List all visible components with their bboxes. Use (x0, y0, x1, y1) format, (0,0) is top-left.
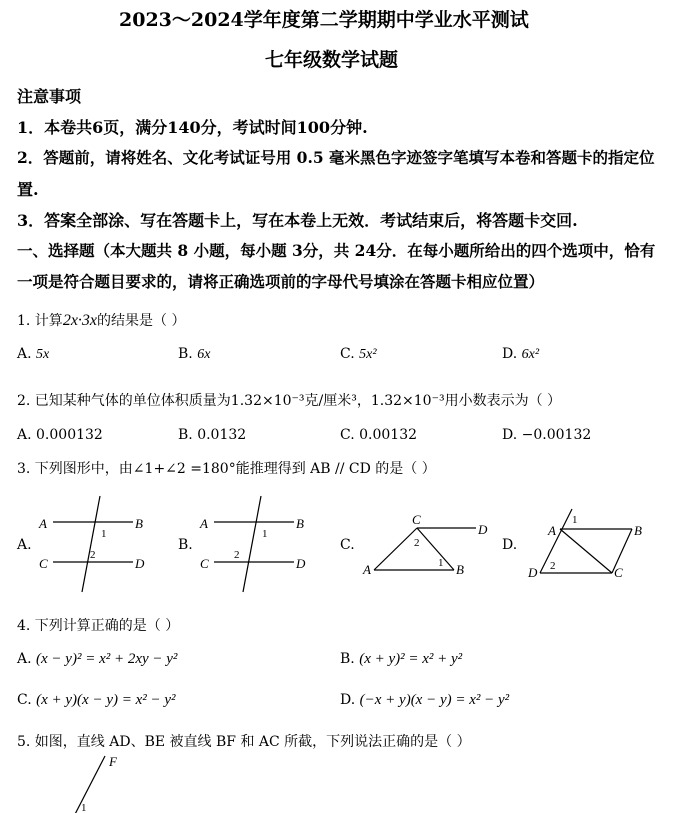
question-3-stem: 3. 下列图形中，由∠1+∠2 =180°能推理得到 AB // CD 的是（ ） (17, 461, 436, 477)
label-b: B (456, 562, 464, 577)
option-label: C. (340, 346, 355, 362)
angle-2: 2 (414, 537, 420, 549)
label-d: D (478, 522, 488, 537)
transversal (82, 496, 100, 592)
q3-option-a-label[interactable]: A. (17, 537, 32, 553)
option-label: D. (502, 346, 518, 362)
option-label: C. (17, 692, 32, 708)
label-f: F (109, 754, 117, 769)
q1-stem-post: 的结果是（ ） (97, 313, 186, 329)
q1-option-c[interactable] (340, 346, 377, 363)
angle-1: 1 (101, 528, 107, 540)
segment-ca (374, 528, 417, 570)
option-label: A. (17, 427, 32, 443)
section-heading-line2: 一项是符合题目要求的，请将正确选项前的字母代号填涂在答题卡相应位置） (17, 272, 545, 291)
label-c: C (412, 512, 421, 527)
label-d: D (135, 556, 145, 571)
option-text: (−x + y)(x − y) = x² − y² (359, 692, 510, 708)
angle-1: 1 (572, 514, 578, 526)
q5-figure (55, 752, 145, 813)
segment-ad (540, 509, 572, 573)
q3-option-b-label[interactable]: B. (178, 537, 193, 553)
note-item: 3．答案全部涂、写在答题卡上，写在本卷上无效．考试结束后，将答题卡交回. (17, 211, 578, 230)
option-text: (x + y)(x − y) = x² − y² (36, 692, 176, 708)
q3-figure-a (35, 492, 165, 597)
option-label: B. (178, 427, 193, 443)
option-text: 0.0132 (197, 427, 247, 443)
q2-option-c[interactable] (340, 427, 417, 443)
label-d: D (296, 556, 306, 571)
exam-title: 2023～2024学年度第二学期期中学业水平测试 (119, 9, 529, 31)
label-c: C (614, 565, 623, 580)
segment-cb (417, 528, 454, 570)
angle-1: 1 (438, 557, 444, 569)
label-a: A (200, 516, 208, 531)
label-c: C (200, 556, 209, 571)
option-label: A. (17, 346, 32, 362)
q4-option-c[interactable] (17, 692, 176, 709)
transversal (243, 496, 261, 592)
label-a: A (363, 562, 371, 577)
q3-figure-b (196, 492, 326, 597)
diagonal-ac (560, 529, 612, 573)
angle-2: 2 (90, 549, 96, 561)
label-b: B (634, 523, 642, 538)
question-5-stem: 5. 如图，直线 AD、BE 被直线 BF 和 AC 所截，下列说法正确的是（ ） (17, 734, 471, 750)
option-label: B. (178, 346, 193, 362)
option-text: (x − y)² = x² + 2xy − y² (36, 651, 178, 667)
q3-figure-d (524, 505, 654, 585)
option-label: C. (340, 427, 355, 443)
question-1-stem (17, 310, 185, 330)
option-text: 5x² (359, 347, 377, 362)
note-item: 置. (17, 180, 39, 199)
notes-heading: 注意事项 (17, 87, 82, 106)
q2-option-d[interactable] (502, 427, 591, 443)
q2-option-a[interactable] (17, 427, 103, 443)
option-label: A. (17, 651, 32, 667)
q1-option-d[interactable] (502, 346, 539, 363)
option-label: B. (340, 651, 355, 667)
q1-option-b[interactable] (178, 346, 210, 363)
label-c: C (39, 556, 48, 571)
q1-option-a[interactable] (17, 346, 49, 363)
q1-stem-pre: 1. 计算 (17, 313, 63, 329)
note-item: 1．本卷共6页，满分140分，考试时间100分钟. (17, 118, 368, 137)
q1-expression: 2x·3x (62, 312, 98, 329)
option-text: (x + y)² = x² + y² (359, 651, 463, 667)
option-text: −0.00132 (521, 427, 592, 443)
exam-subtitle: 七年级数学试题 (265, 49, 399, 71)
q2-option-b[interactable] (178, 427, 246, 443)
angle-2: 2 (550, 560, 556, 572)
option-label: D. (340, 692, 356, 708)
question-4-stem: 4. 下列计算正确的是（ ） (17, 618, 180, 634)
note-item: 2．答题前，请将姓名、文化考试证号用 0.5 毫米黑色字迹签字笔填写本卷和答题卡的指定位 (17, 148, 655, 167)
label-a: A (39, 516, 47, 531)
question-2-stem: 2. 已知某种气体的单位体积质量为1.32×10⁻³克/厘米³，1.32×10⁻³用小数表示为（ ） (17, 393, 562, 409)
section-heading-line1: 一、选择题（本大题共 8 小题，每小题 3分，共 24分．在每小题所给出的四个选项中，恰有 (17, 241, 656, 260)
q4-option-d[interactable] (340, 692, 509, 709)
q3-option-d-label[interactable]: D. (502, 537, 518, 553)
option-text: 5x (36, 347, 50, 362)
q3-figure-c (362, 510, 497, 580)
line-bf (71, 756, 105, 813)
label-a: A (548, 523, 556, 538)
angle-2: 2 (234, 549, 240, 561)
angle-1: 1 (81, 802, 87, 813)
q4-option-a[interactable] (17, 651, 177, 668)
option-text: 0.00132 (359, 427, 418, 443)
option-text: 6x (197, 347, 211, 362)
option-text: 6x² (521, 347, 540, 362)
label-b: B (296, 516, 304, 531)
option-text: 0.000132 (36, 427, 103, 443)
label-d: D (528, 565, 538, 580)
q3-option-c-label[interactable]: C. (340, 537, 355, 553)
angle-1: 1 (262, 528, 268, 540)
label-b: B (135, 516, 143, 531)
q4-option-b[interactable] (340, 651, 462, 668)
option-label: D. (502, 427, 518, 443)
